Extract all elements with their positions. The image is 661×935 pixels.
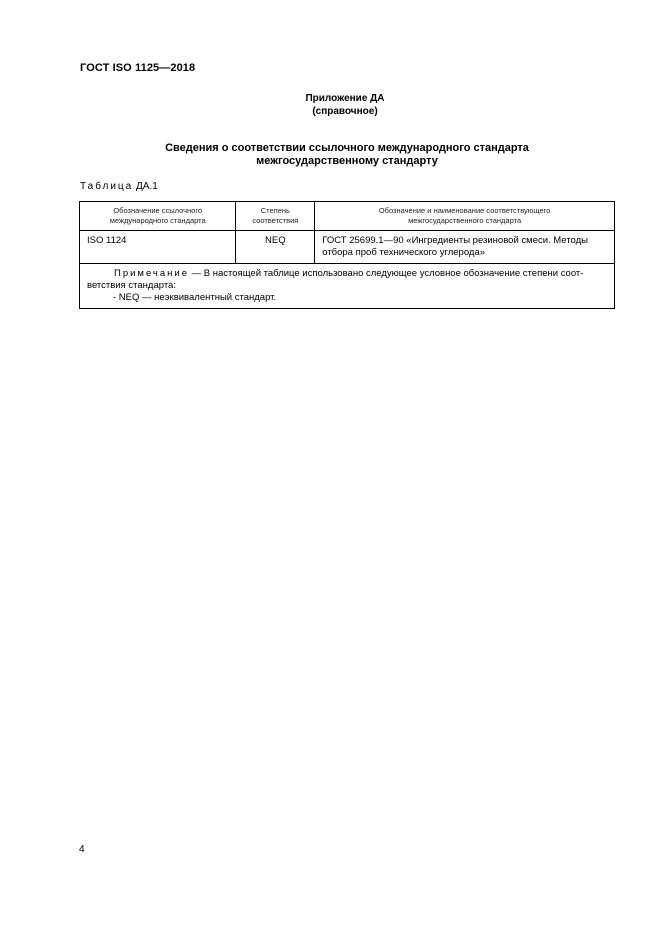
table-row [80, 231, 615, 264]
cell-international-standard: ISO 1124 [80, 231, 236, 264]
annex-subtitle: (справочное) [312, 106, 378, 117]
cell-interstate-standard [315, 231, 615, 264]
header-col1-line1: Обозначение ссылочного [113, 206, 203, 215]
cell-degree: NEQ [236, 231, 315, 264]
section-title-line2: межгосударственному стандарту [256, 155, 438, 167]
header-col2-line2: соответствия [252, 216, 299, 225]
header-degree [236, 202, 315, 231]
cell-interstate-line2: отбора проб технического углерода» [322, 247, 486, 258]
cell-interstate-line1: ГОСТ 25699.1—90 «Ингредиенты резиновой смеси. Методы [322, 235, 588, 246]
note-label: Примечание [114, 268, 189, 279]
table-note-row [80, 264, 615, 309]
note-text-line1: — В настоящей таблице использовано следующее условное обозначение степени соот- [189, 268, 584, 279]
note-text-line2: ветствия стандарта: [87, 280, 176, 291]
correspondence-table [79, 201, 615, 309]
header-international-standard [80, 202, 236, 231]
table-header-row [80, 202, 615, 231]
header-col3-line2: межгосударственного стандарта [408, 216, 522, 225]
header-interstate-standard [315, 202, 615, 231]
header-col1-line2: международного стандарта [109, 216, 206, 225]
header-col2-line1: Степень [260, 206, 290, 215]
annex-heading [0, 92, 661, 118]
section-title-line1: Сведения о соответствии ссылочного международного стандарта [165, 142, 529, 154]
note-line1 [87, 268, 607, 280]
table-caption-number: ДА.1 [136, 181, 158, 192]
table-note [80, 264, 615, 309]
annex-title: Приложение ДА [305, 93, 385, 104]
note-text-line3: - NEQ — неэквивалентный стандарт. [113, 292, 277, 303]
header-col3-line1: Обозначение и наименование соответствующего [378, 206, 551, 215]
page-number: 4 [79, 844, 85, 855]
document-code: ГОСТ ISO 1125—2018 [80, 62, 196, 74]
table-caption [80, 181, 158, 192]
section-title [0, 142, 661, 168]
table-caption-word: Таблица [80, 181, 134, 192]
